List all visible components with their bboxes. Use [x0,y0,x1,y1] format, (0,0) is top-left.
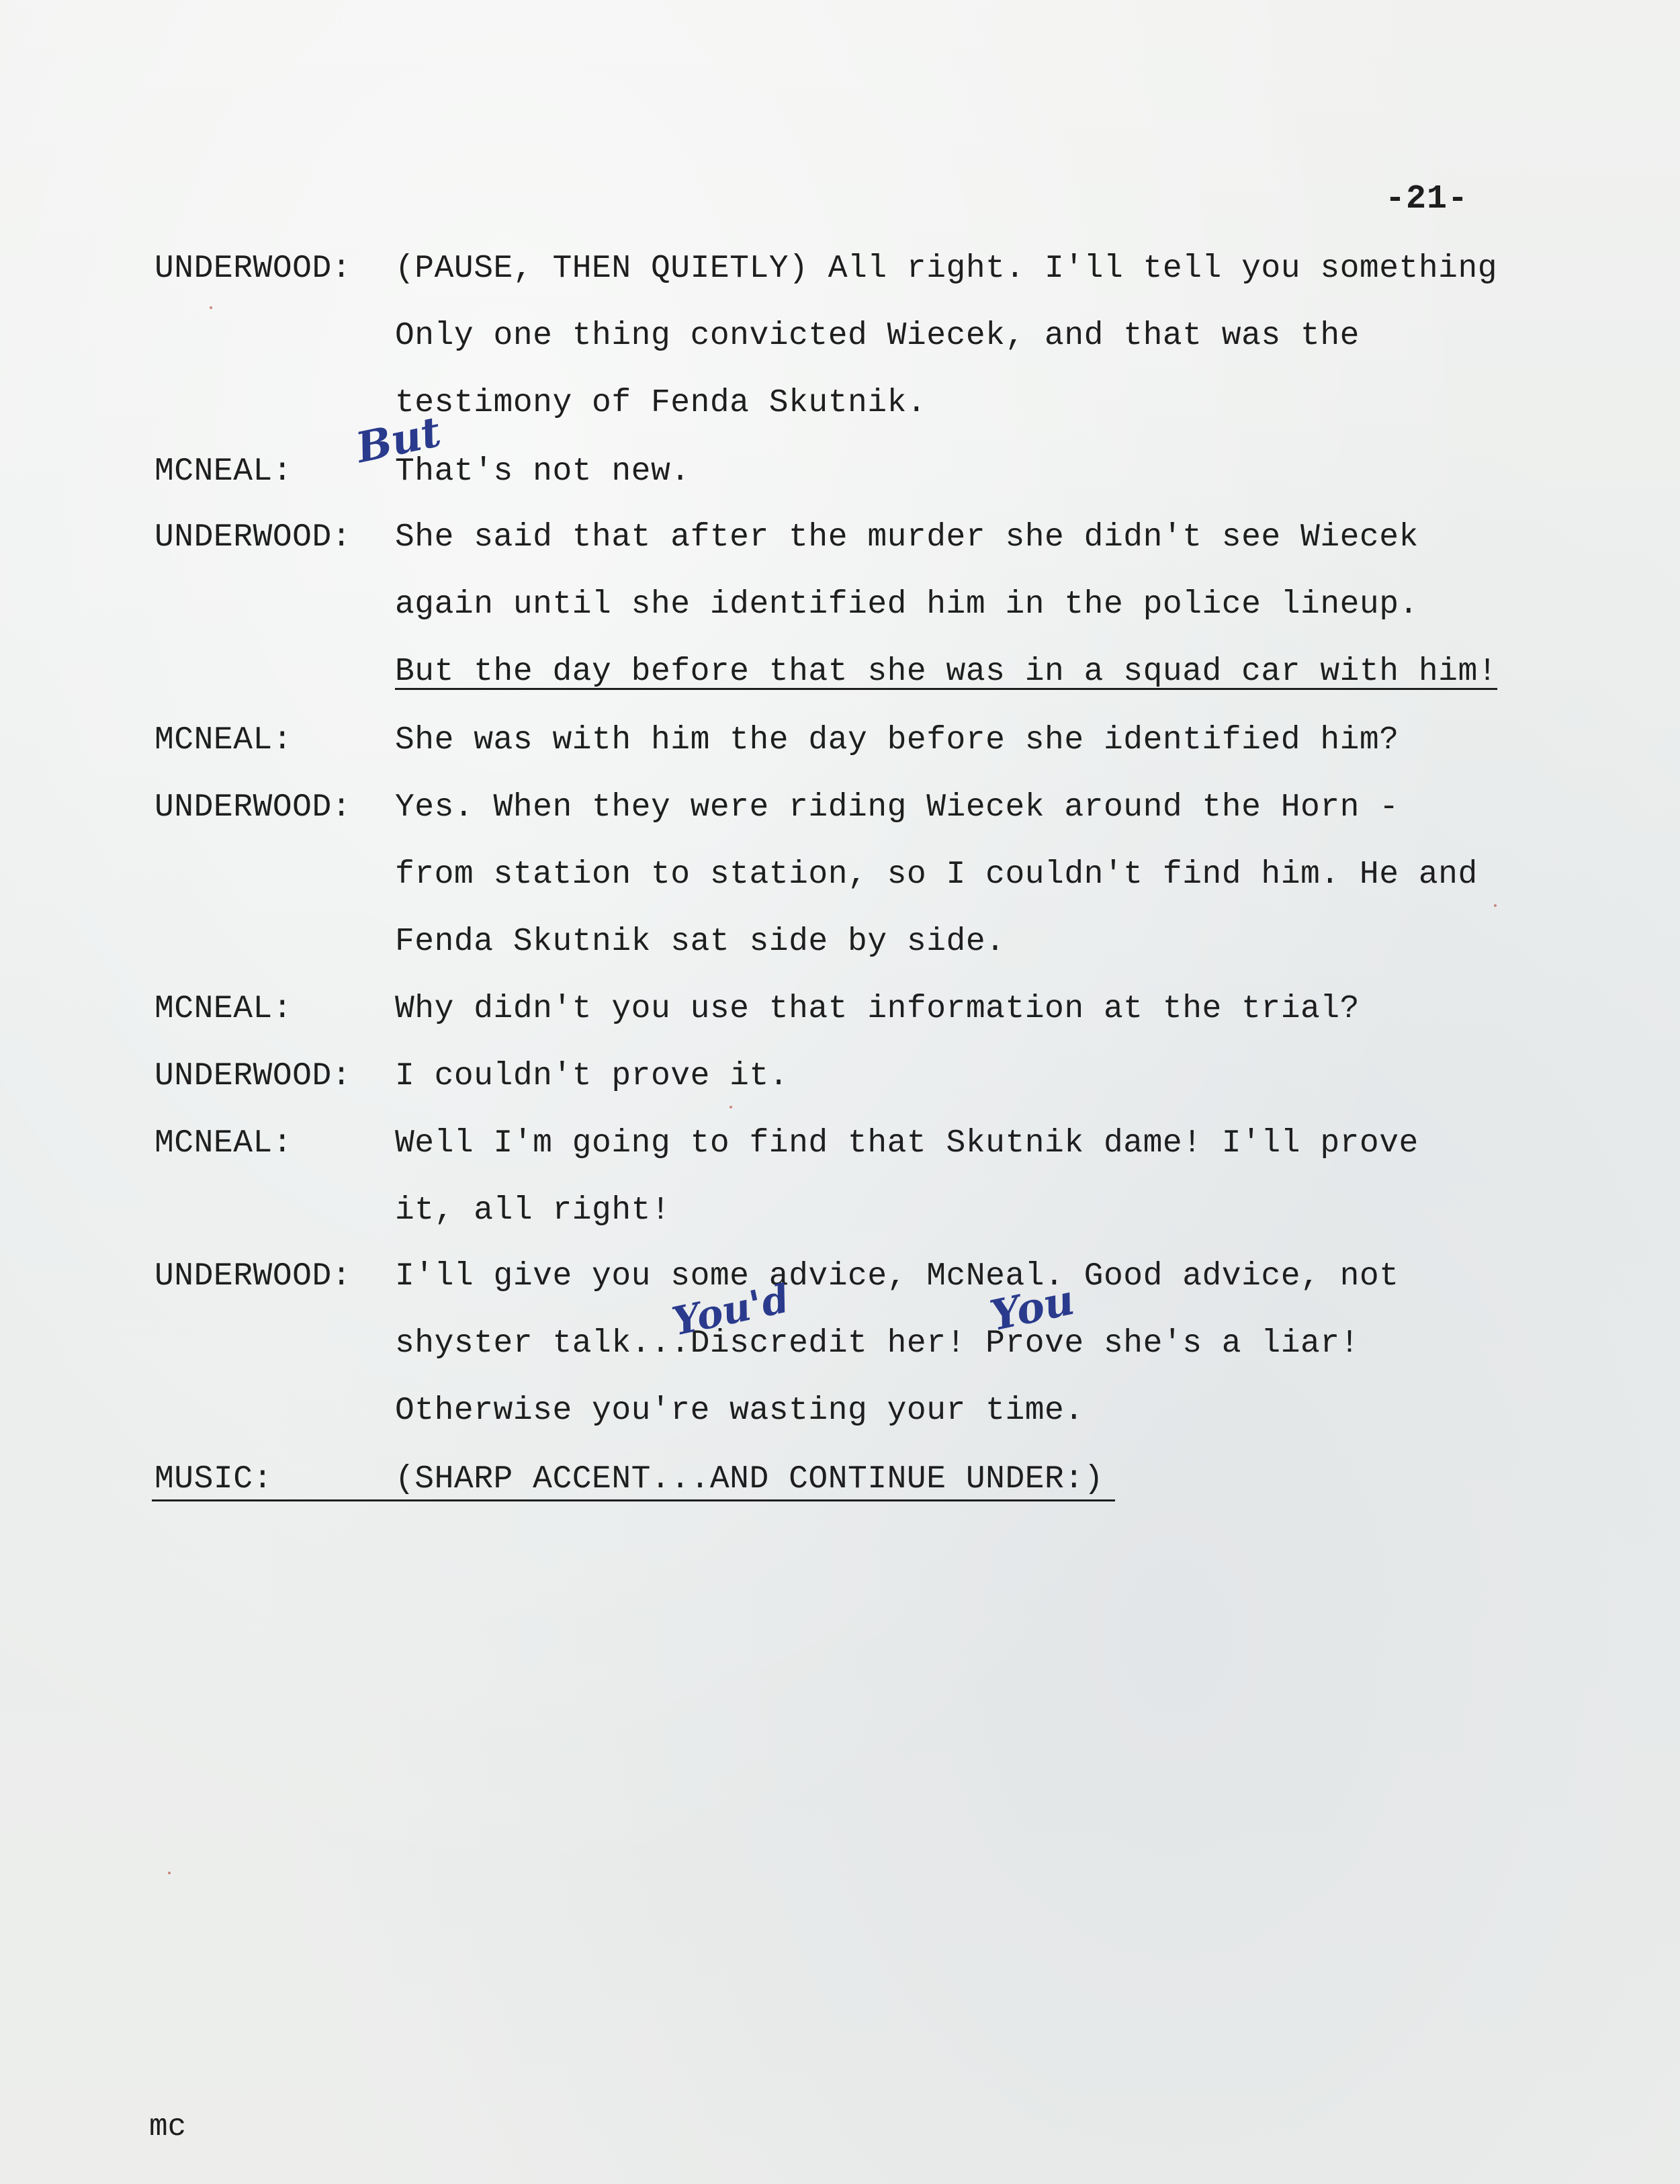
paper-speck [1494,904,1497,907]
dialogue-line: Otherwise you're wasting your time. [395,1393,1084,1429]
dialogue-line: it, all right! [395,1192,671,1229]
page-number: -21- [1385,180,1469,218]
speaker-label: UNDERWOOD: [154,789,352,826]
speaker-label: UNDERWOOD: [154,251,352,287]
dialogue-line: That's not new. [395,453,691,490]
dialogue-line: from station to station, so I couldn't find him. He and [395,857,1478,893]
speaker-label: MCNEAL: [154,453,293,490]
speaker-label: MUSIC: [154,1461,273,1497]
dialogue-line: (PAUSE, THEN QUIETLY) All right. I'll tell you something [395,251,1498,287]
dialogue-line: Fenda Skutnik sat side by side. [395,924,1006,960]
dialogue-line: She said that after the murder she didn't see Wiecek [395,519,1419,556]
speaker-label: MCNEAL: [154,991,293,1027]
speaker-label: MCNEAL: [154,722,293,758]
dialogue-line: She was with him the day before she identified him? [395,722,1399,758]
paper-speck [210,306,212,309]
speaker-label: MCNEAL: [154,1125,293,1162]
typist-initials: mc [149,2109,187,2144]
dialogue-line: Well I'm going to find that Skutnik dame! I'll prove [395,1125,1419,1162]
handwritten-annotation-youd: You'd [668,1275,793,1345]
dialogue-line: I'll give you some advice, McNeal. Good advice, not [395,1258,1399,1295]
dialogue-line: (SHARP ACCENT...AND CONTINUE UNDER:) [395,1461,1104,1497]
speaker-label: UNDERWOOD: [154,519,352,556]
dialogue-line: shyster talk...Discredit her! Prove she's a liar! [395,1325,1360,1362]
paper-speck [730,1106,732,1108]
speaker-label: UNDERWOOD: [154,1258,352,1295]
dialogue-line-underlined: But the day before that she was in a squad car with him! [395,654,1498,690]
dialogue-line: Why didn't you use that information at the trial? [395,991,1360,1027]
handwritten-annotation-you: You [985,1274,1079,1341]
dialogue-line: Yes. When they were riding Wiecek around the Horn - [395,789,1399,826]
dialogue-line: again until she identified him in the police lineup. [395,586,1419,623]
handwritten-annotation-but: But [351,406,445,473]
paper-speck [168,1872,171,1874]
dialogue-line: I couldn't prove it. [395,1058,789,1094]
music-cue-underline [152,1499,1115,1501]
dialogue-line: testimony of Fenda Skutnik. [395,385,927,421]
dialogue-line: Only one thing convicted Wiecek, and that was the [395,318,1360,354]
speaker-label: UNDERWOOD: [154,1058,352,1094]
